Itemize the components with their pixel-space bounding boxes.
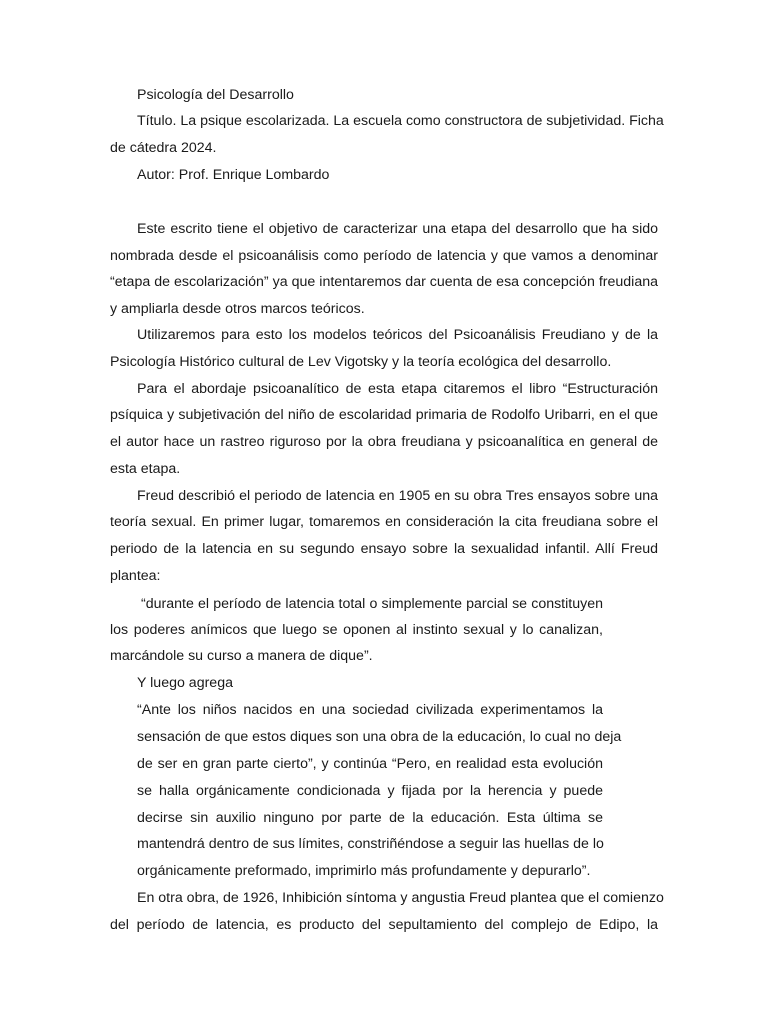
- quote-2-line-5: decirse sin auxilio ninguno por parte de la educación. Esta última se: [137, 810, 603, 826]
- final-paragraph-line-2: del período de latencia, es producto del sepultamiento del complejo de Edipo, la: [110, 917, 658, 933]
- paragraph-4-line-4: plantea:: [110, 568, 161, 584]
- quote-2-line-1: “Ante los niños nacidos en una sociedad civilizada experimentamos la: [137, 702, 603, 718]
- quote-1-line-3: marcándole su curso a manera de dique”.: [110, 648, 373, 664]
- paragraph-1-line-4: y ampliarla desde otros marcos teóricos.: [110, 301, 365, 317]
- quote-1-line-2: los poderes anímicos que luego se oponen al instinto sexual y lo canalizan,: [110, 622, 603, 638]
- quote-2-line-6: mantendrá dentro de sus límites, constriñéndose a seguir las huellas de lo: [137, 836, 604, 852]
- paragraph-2-line-2: Psicología Histórico cultural de Lev Vigotsky y la teoría ecológica del desarrollo.: [110, 354, 612, 370]
- quote-2-line-7: orgánicamente preformado, imprimirlo más profundamente y depurarlo”.: [137, 863, 591, 879]
- paragraph-3-line-4: esta etapa.: [110, 461, 181, 477]
- document-title-line-1: Título. La psique escolarizada. La escuela como constructora de subjetividad. Ficha: [137, 113, 664, 129]
- connector-text: Y luego agrega: [137, 675, 233, 691]
- quote-2-line-4: se halla orgánicamente condicionada y fijada por la herencia y puede: [137, 783, 603, 799]
- paragraph-1-line-1: Este escrito tiene el objetivo de caracterizar una etapa del desarrollo que ha sido: [137, 221, 658, 237]
- paragraph-3-line-1: Para el abordaje psicoanalítico de esta etapa citaremos el libro “Estructuración: [137, 381, 658, 397]
- final-paragraph-line-1: En otra obra, de 1926, Inhibición síntoma y angustia Freud plantea que el comienzo: [137, 890, 664, 906]
- document-author: Autor: Prof. Enrique Lombardo: [137, 167, 330, 183]
- paragraph-4-line-1: Freud describió el periodo de latencia en 1905 en su obra Tres ensayos sobre una: [137, 488, 658, 504]
- paragraph-4-line-3: periodo de la latencia en su segundo ensayo sobre la sexualidad infantil. Allí Freud: [110, 541, 658, 557]
- paragraph-1-line-3: “etapa de escolarización” ya que intentaremos dar cuenta de esa concepción freudiana: [110, 274, 658, 290]
- paragraph-1-line-2: nombrada desde el psicoanálisis como período de latencia y que vamos a denominar: [110, 248, 658, 264]
- paragraph-3-line-3: el autor hace un rastreo riguroso por la obra freudiana y psicoanalítica en general de: [110, 434, 658, 450]
- document-title-line-2: de cátedra 2024.: [110, 140, 217, 156]
- quote-2-line-3: de ser en gran parte cierto”, y continúa “Pero, en realidad esta evolución: [137, 756, 603, 772]
- paragraph-3-line-2: psíquica y subjetivación del niño de escolaridad primaria de Rodolfo Uribarri, en el que: [110, 407, 658, 423]
- course-subject: Psicología del Desarrollo: [137, 87, 294, 103]
- paragraph-2-line-1: Utilizaremos para esto los modelos teóricos del Psicoanálisis Freudiano y de la: [137, 327, 658, 343]
- quote-1-line-1: “durante el período de latencia total o simplemente parcial se constituyen: [141, 596, 603, 612]
- quote-2-line-2: sensación de que estos diques son una obra de la educación, lo cual no deja: [137, 729, 622, 745]
- paragraph-4-line-2: teoría sexual. En primer lugar, tomaremos en consideración la cita freudiana sobre el: [110, 514, 658, 530]
